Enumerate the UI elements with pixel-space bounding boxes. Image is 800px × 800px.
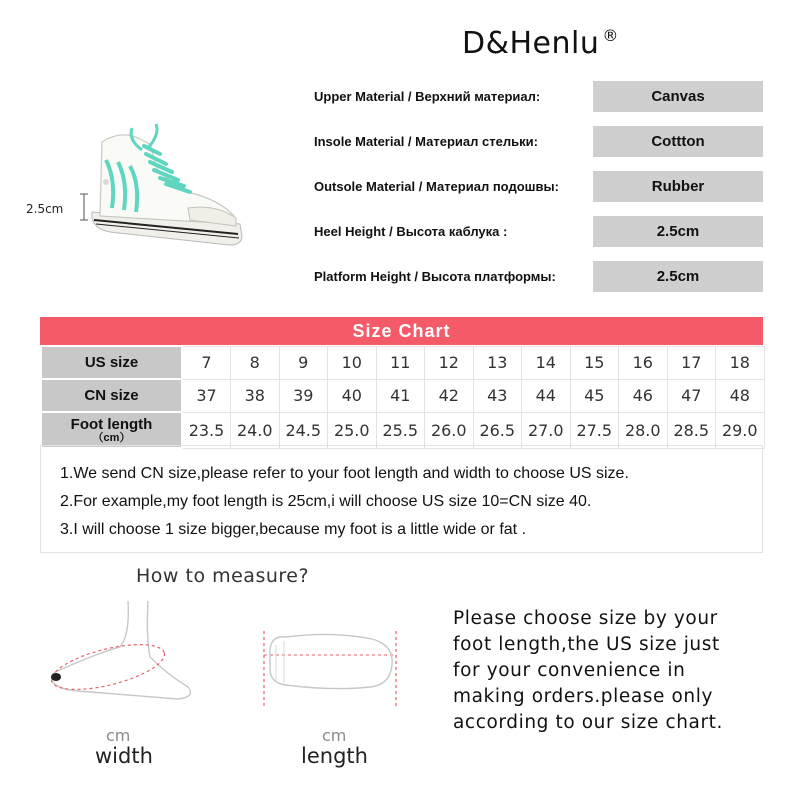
foot-length-cell: 28.5 (667, 412, 716, 448)
cn-size-cell: 40 (328, 379, 377, 412)
spec-value: Canvas (593, 81, 763, 112)
length-unit: cm (322, 726, 347, 745)
brand-name: D&Henlu (462, 26, 600, 61)
cn-size-cell: 39 (279, 379, 328, 412)
width-caption: width (95, 744, 153, 768)
sneaker-illustration (20, 120, 250, 270)
cn-size-cell: 38 (231, 379, 280, 412)
cn-size-cell: 47 (667, 379, 716, 412)
spec-label: Insole Material / Материал стельки: (314, 134, 538, 149)
how-to-measure-title: How to measure? (136, 565, 310, 587)
cn-size-cell: 45 (570, 379, 619, 412)
foot-length-cell: 26.0 (425, 412, 474, 448)
us-size-cell: 8 (231, 346, 280, 379)
spec-label: Platform Height / Высота платформы: (314, 269, 556, 284)
foot-length-cell: 26.5 (473, 412, 522, 448)
advice-line: according to our size chart. (453, 712, 724, 733)
us-size-cell: 9 (279, 346, 328, 379)
spec-value: Cottton (593, 126, 763, 157)
cn-size-cell: 37 (182, 379, 231, 412)
us-size-cell: 18 (716, 346, 765, 379)
foot-length-cell: 27.0 (522, 412, 571, 448)
foot-length-cell: 24.5 (279, 412, 328, 448)
advice-line: making orders.please only (453, 686, 714, 707)
us-size-header: US size (41, 346, 182, 379)
spec-value: Rubber (593, 171, 763, 202)
cn-size-cell: 41 (376, 379, 425, 412)
foot-length-header (41, 412, 182, 448)
spec-label: Heel Height / Высота каблука : (314, 224, 508, 239)
shoe-height-label: 2.5cm (26, 202, 64, 216)
us-size-cell: 7 (182, 346, 231, 379)
us-size-cell: 12 (425, 346, 474, 379)
cn-size-header: CN size (41, 379, 182, 412)
advice-line: for your convenience in (453, 660, 686, 681)
spec-row-insole-material (314, 126, 764, 157)
cn-size-cell: 44 (522, 379, 571, 412)
us-size-cell: 11 (376, 346, 425, 379)
cn-size-cell: 48 (716, 379, 765, 412)
advice-line: Please choose size by your (453, 608, 718, 629)
foot-length-cell: 25.5 (376, 412, 425, 448)
foot-length-cell: 23.5 (182, 412, 231, 448)
foot-length-cell: 28.0 (619, 412, 668, 448)
us-size-cell: 17 (667, 346, 716, 379)
foot-length-diagram (262, 625, 402, 715)
us-size-cell: 13 (473, 346, 522, 379)
spec-row-heel-height (314, 216, 764, 247)
spec-label: Outsole Material / Материал подошвы: (314, 179, 559, 194)
foot-length-cell: 27.5 (570, 412, 619, 448)
spec-row-upper-material (314, 81, 764, 112)
us-size-cell: 10 (328, 346, 377, 379)
registered-mark: ® (602, 26, 619, 45)
spec-row-outsole-material (314, 171, 764, 202)
foot-length-unit: （cm） (92, 431, 131, 444)
foot-length-label: Foot length (70, 415, 153, 433)
advice-line: foot length,the US size just (453, 634, 720, 655)
foot-width-diagram (38, 595, 218, 715)
size-notes (40, 445, 763, 553)
brand-logo (462, 26, 619, 61)
cn-size-cell: 42 (425, 379, 474, 412)
us-size-cell: 14 (522, 346, 571, 379)
foot-length-row (41, 412, 764, 448)
note-line: 1.We send CN size,please refer to your foot length and width to choose US size. (60, 465, 629, 482)
spec-row-platform-height (314, 261, 764, 292)
us-size-row (41, 346, 764, 379)
size-advice (453, 606, 773, 736)
foot-length-cell: 29.0 (716, 412, 765, 448)
us-size-cell: 15 (570, 346, 619, 379)
size-table (40, 345, 765, 449)
length-caption: length (301, 744, 368, 768)
size-chart-title: Size Chart (40, 317, 763, 345)
foot-length-cell: 25.0 (328, 412, 377, 448)
cn-size-cell: 46 (619, 379, 668, 412)
note-line: 3.I will choose 1 size bigger,because my foot is a little wide or fat . (60, 521, 527, 538)
us-size-cell: 16 (619, 346, 668, 379)
note-line: 2.For example,my foot length is 25cm,i will choose US size 10=CN size 40. (60, 493, 592, 510)
cn-size-cell: 43 (473, 379, 522, 412)
spec-value: 2.5cm (593, 216, 763, 247)
spec-label: Upper Material / Верхний материал: (314, 89, 541, 104)
size-chart (40, 317, 763, 449)
cn-size-row (41, 379, 764, 412)
width-unit: cm (106, 726, 131, 745)
spec-value: 2.5cm (593, 261, 763, 292)
foot-length-cell: 24.0 (231, 412, 280, 448)
